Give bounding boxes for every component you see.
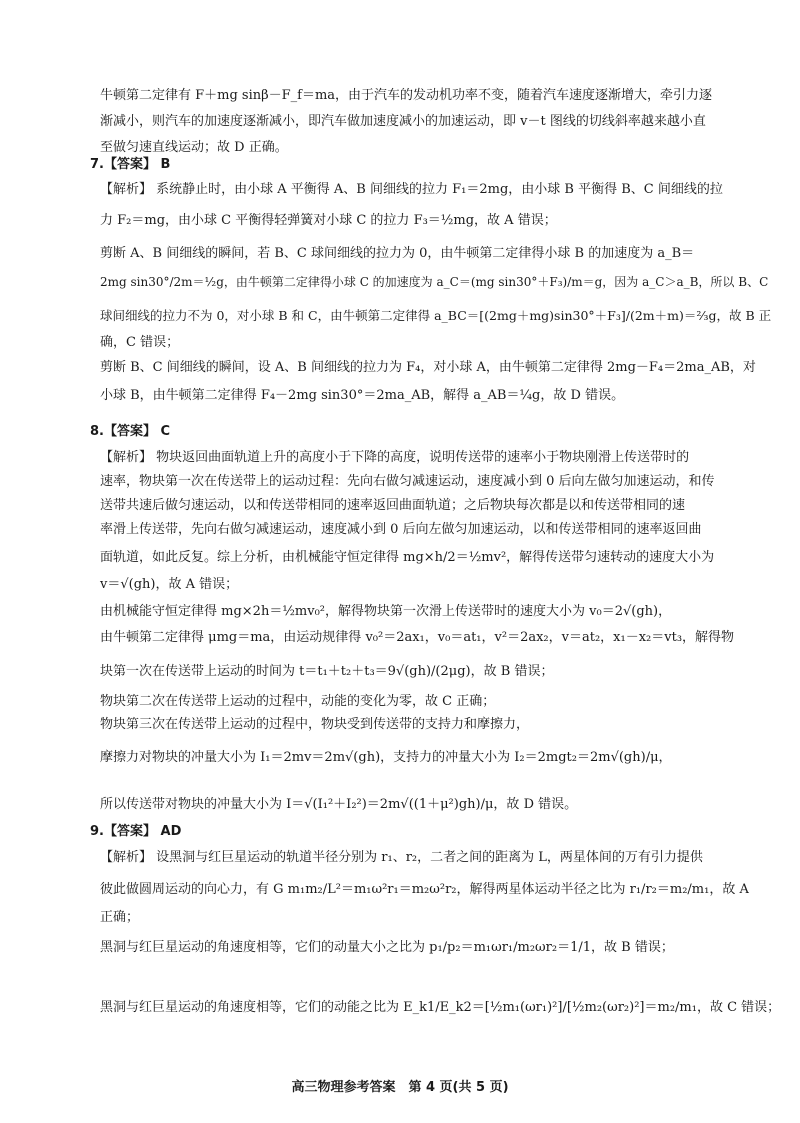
text-line: 送带共速后做匀速运动，以和传送带相同的速率返回曲面轨道；之后物块每次都是以和传送带相同的速 [100, 498, 686, 513]
text-line: 剪断 A、B 间细线的瞬间，若 B、C 球间细线的拉力为 0，由牛顿第二定律得小球 B 的加速度为 a_B＝ [100, 246, 695, 261]
text-line: 物块第二次在传送带上运动的过程中，动能的变化为零，故 C 正确； [100, 694, 496, 709]
text-line: 渐减小，则汽车的加速度逐渐减小，即汽车做加速度减小的加速运动，即 v－t 图线的切线斜率越来越小直 [100, 114, 706, 129]
question-7-answer: 7.【答案】 B [90, 157, 171, 172]
text-line: 【解析】 系统静止时，由小球 A 平衡得 A、B 间细线的拉力 F₁＝2mg，由小球 B 平衡得 B、C 间细线的拉 [100, 182, 723, 197]
formula-line: 块第一次在传送带上运动的时间为 t＝t₁＋t₂＋t₃＝9√(gh)/(2μg)，故 B 错误； [100, 664, 554, 679]
formula-line: 黑洞与红巨星运动的角速度相等，它们的动能之比为 E_k1/E_k2＝[½m₁(ωr₁)²]/[½m₂(ωr₂)²]＝m₂/m₁，故 C 错误； [100, 1000, 781, 1015]
formula-line: 由机械能守恒定律得 mg×2h＝½mv₀²，解得物块第一次滑上传送带时的速度大小为 v₀＝2√(gh)， [100, 604, 672, 619]
text-line: 剪断 B、C 间细线的瞬间，设 A、B 间细线的拉力为 F₄，对小球 A，由牛顿第二定律得 2mg－F₄＝2ma_AB，对 [100, 360, 756, 375]
text-line: 牛顿第二定律有 F＋mg sinβ－F_f＝ma，由于汽车的发动机功率不变，随着汽车速度逐渐增大，牵引力逐 [100, 88, 713, 103]
formula-line: 球间细线的拉力不为 0，对小球 B 和 C，由牛顿第二定律得 a_BC＝[(2mg＋mg)sin30°＋F₃]/(2m＋m)＝⅔g，故 B 正 [100, 308, 772, 323]
question-9-answer: 9.【答案】 AD [90, 824, 182, 839]
question-8-answer: 8.【答案】 C [90, 424, 171, 439]
text-line: 正确； [100, 910, 140, 925]
text-line: 小球 B，由牛顿第二定律得 F₄－2mg sin30°＝2ma_AB，解得 a_AB＝¼g，故 D 错误。 [100, 388, 625, 403]
text-line: 率滑上传送带，先向右做匀减速运动，速度减小到 0 后向左做匀加速运动，以和传送带相同的速率返回曲 [100, 522, 702, 537]
formula-line: 2mg sin30°/2m＝½g，由牛顿第二定律得小球 C 的加速度为 a_C＝(mg sin30°＋F₃)/m＝g，因为 a_C＞a_B，所以 B、C [100, 275, 769, 289]
text-line: 确，C 错误； [100, 335, 180, 350]
text-line: 至做匀速直线运动；故 D 正确。 [100, 140, 288, 155]
formula-line: 面轨道，如此反复。综上分析，由机械能守恒定律得 mg×h/2＝½mv²，解得传送带匀速转动的速度大小为 [100, 550, 715, 565]
page-footer: 高三物理参考答案 第 4 页(共 5 页) [291, 1080, 509, 1095]
text-line: v＝√(gh)，故 A 错误； [100, 577, 239, 592]
text-line: 【解析】 设黑洞与红巨星运动的轨道半径分别为 r₁、r₂，二者之间的距离为 L，两星体间的万有引力提供 [100, 850, 703, 865]
formula-line: 由牛顿第二定律得 μmg＝ma，由运动规律得 v₀²＝2ax₁，v₀＝at₁，v²＝2ax₂，v＝at₂，x₁－x₂＝vt₃，解得物 [100, 630, 735, 645]
text-line: 力 F₂＝mg，由小球 C 平衡得轻弹簧对小球 C 的拉力 F₃＝½mg，故 A 错误； [100, 213, 557, 228]
formula-line: 摩擦力对物块的冲量大小为 I₁＝2mv＝2m√(gh)，支持力的冲量大小为 I₂＝2mgt₂＝2m√(gh)/μ， [100, 750, 672, 765]
text-line: 速率，物块第一次在传送带上的运动过程：先向右做匀减速运动，速度减小到 0 后向左做匀加速运动，和传 [100, 474, 715, 489]
formula-line: 彼此做圆周运动的向心力，有 G m₁m₂/L²＝m₁ω²r₁＝m₂ω²r₂，解得两星体运动半径之比为 r₁/r₂＝m₂/m₁，故 A [100, 882, 749, 897]
formula-line: 黑洞与红巨星运动的角速度相等，它们的动量大小之比为 p₁/p₂＝m₁ωr₁/m₂ωr₂＝1/1，故 B 错误； [100, 940, 674, 955]
formula-line: 所以传送带对物块的冲量大小为 I＝√(I₁²＋I₂²)＝2m√((1＋μ²)gh)/μ，故 D 错误。 [100, 797, 578, 812]
text-line: 【解析】 物块返回曲面轨道上升的高度小于下降的高度，说明传送带的速率小于物块刚滑上传送带时的 [100, 450, 690, 465]
text-line: 物块第三次在传送带上运动的过程中，物块受到传送带的支持力和摩擦力， [100, 717, 530, 732]
